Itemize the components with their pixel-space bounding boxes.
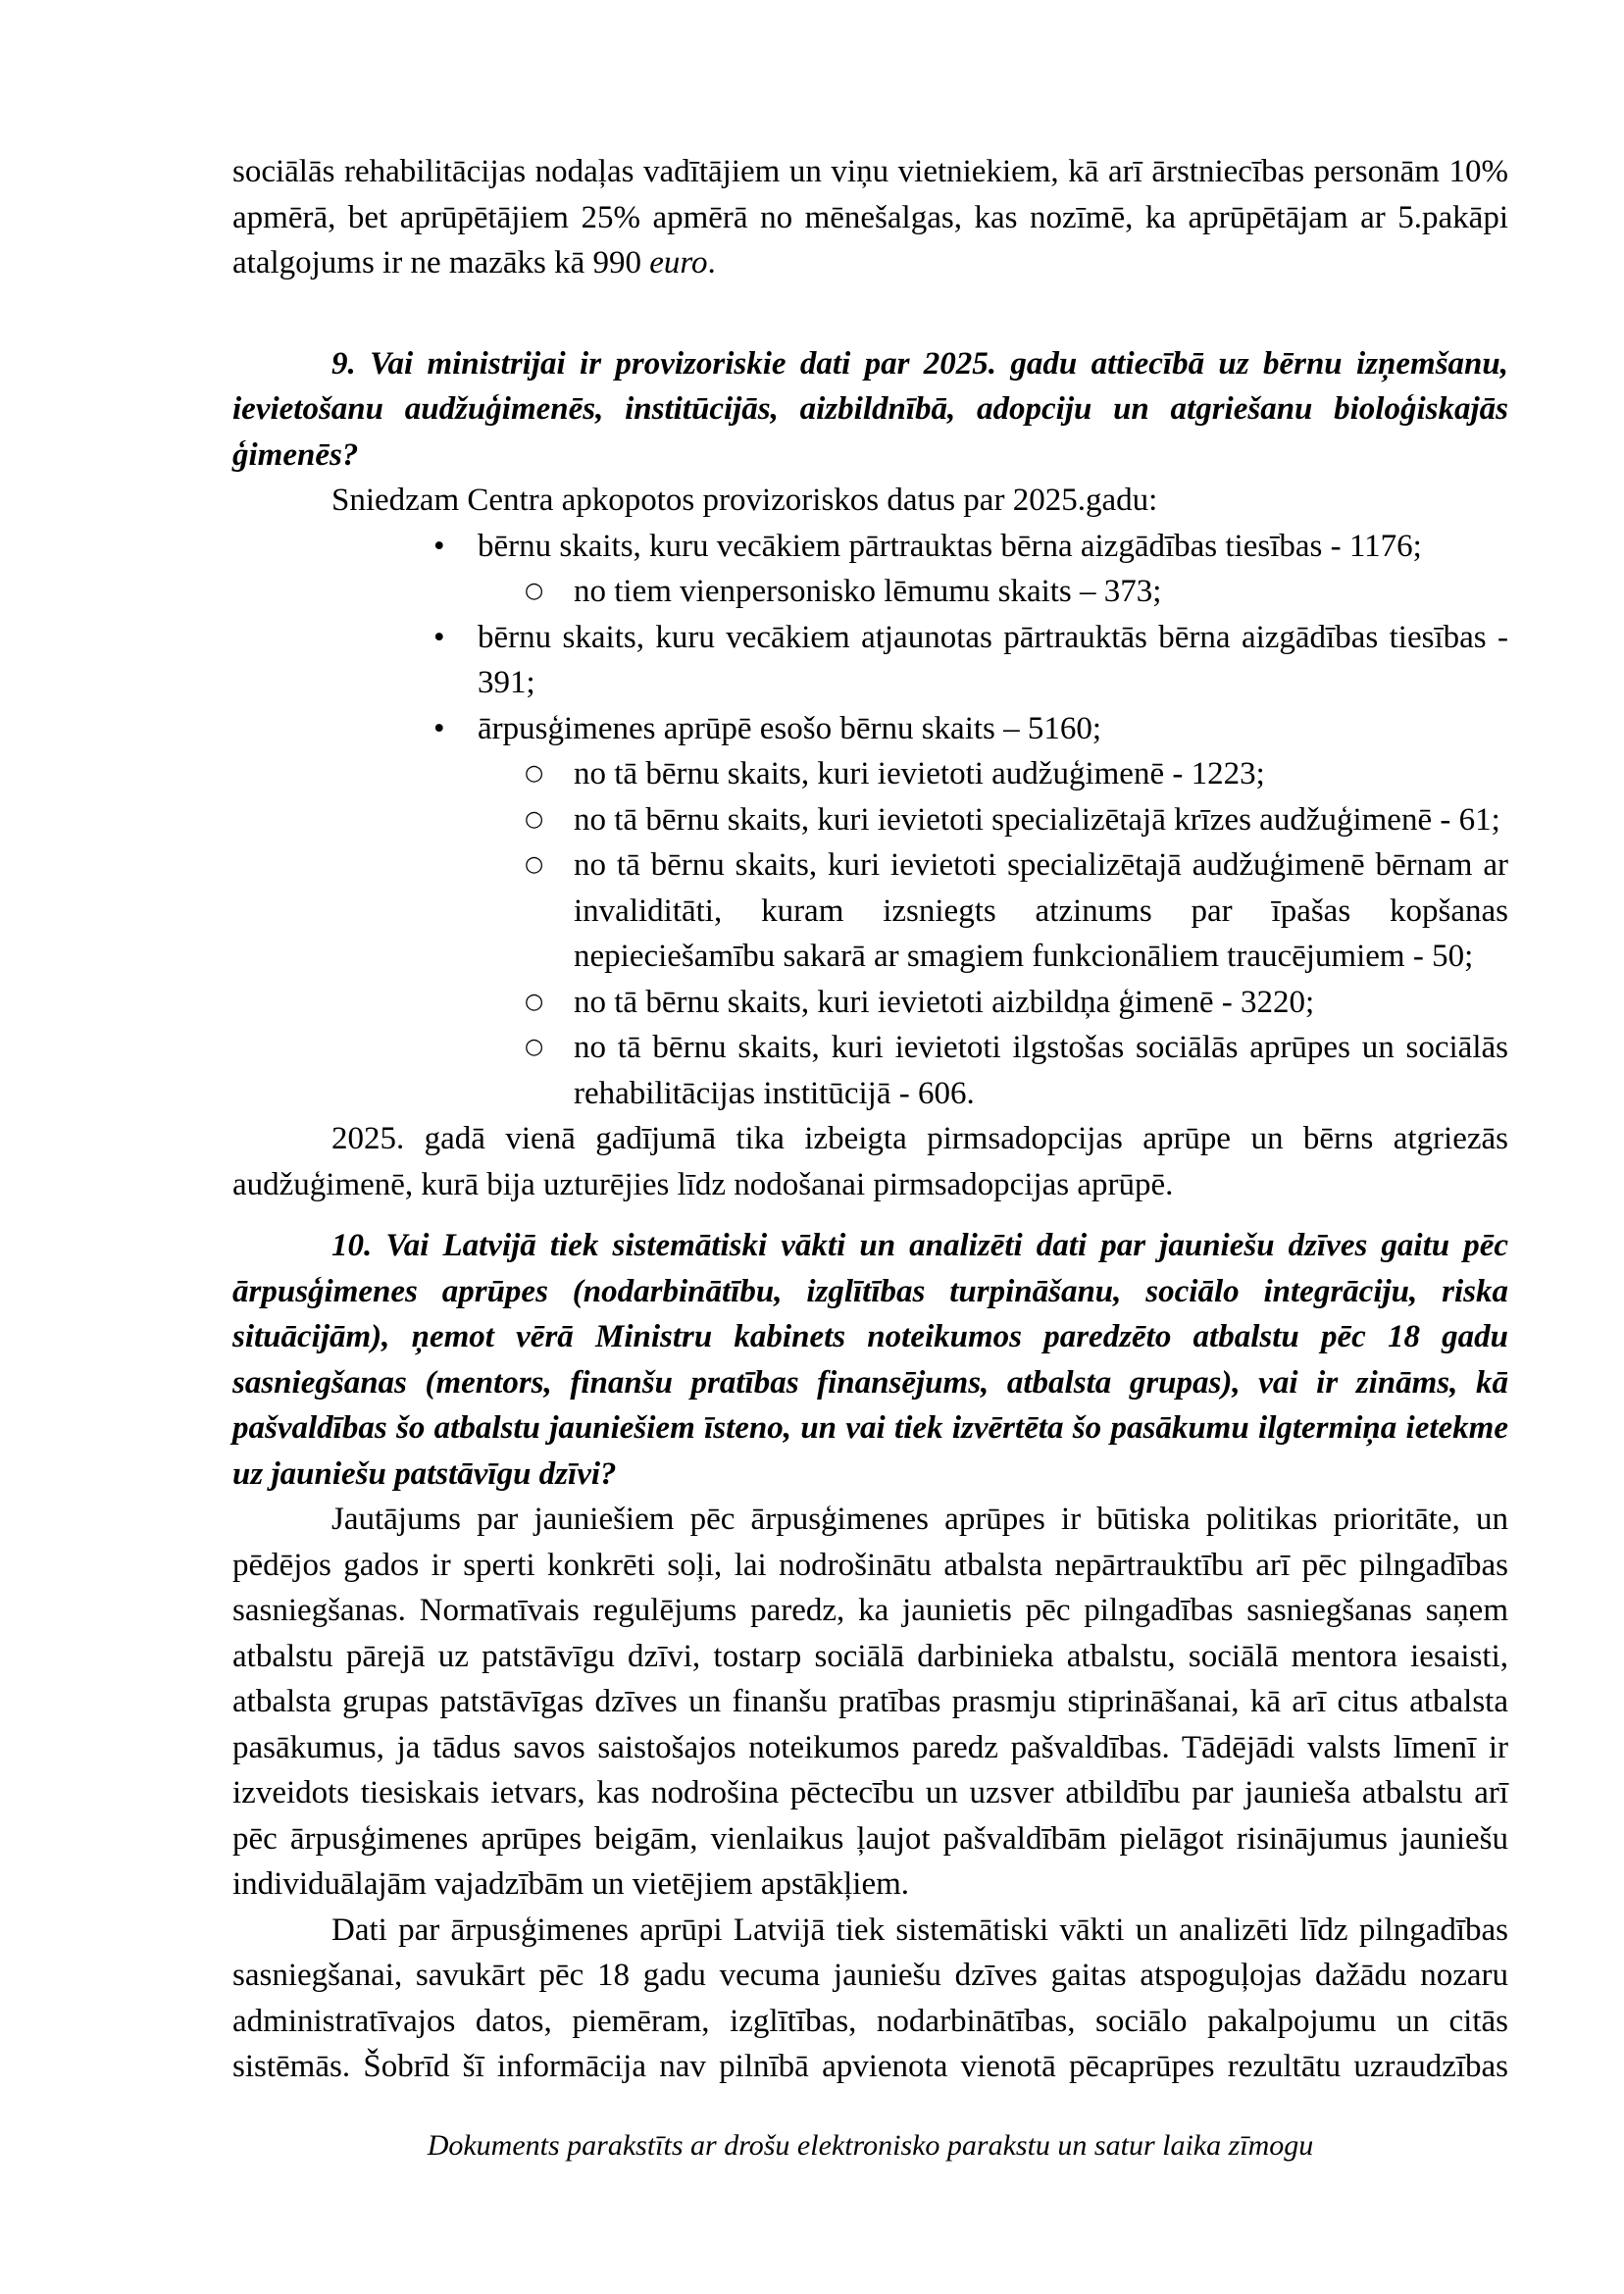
question-10-paragraph-2: Dati par ārpusģimenes aprūpi Latvijā tiek sistemātiski vākti un analizēti līdz pilngadības sasniegšanai, savukārt pēc 18 gadu vecuma jauniešu dzīves gaitas atspoguļojas dažādu nozaru administratīvajos datos, piemēram, izglītības, nodarbinātības, sociālo pakalpojumu un citās sistēmās. Šobrīd šī informācija nav pilnībā apvienota vienotā pēcaprūpes rezultātu uzraudzības [232, 1912, 1508, 2084]
bullet-icon: • [433, 619, 445, 655]
circle-icon: ○ [525, 806, 544, 832]
sub-bullet-item [232, 1025, 1508, 1116]
bullet-item [232, 524, 1508, 570]
question-9-heading: 9. Vai ministrijai ir provizoriskie dati par 2025. gadu attiecībā uz bērnu izņemšanu, ievietošanu audžuģimenēs, institūcijās, aizbildnībā, adopciju un atgriešanu bioloģiskajās ģimenēs? [232, 345, 1508, 473]
bullet-icon: • [433, 528, 445, 564]
sub-bullet-item [232, 797, 1508, 843]
signature-footer: Dokuments parakstīts ar drošu elektronisko parakstu un satur laika zīmogu [427, 2129, 1314, 2162]
bullet-icon: • [433, 710, 445, 746]
italic-term-euro: euro [649, 245, 708, 280]
circle-icon: ○ [525, 579, 544, 603]
circle-icon: ○ [525, 1035, 544, 1059]
sub-bullet-item [232, 842, 1508, 980]
question-9-list [232, 524, 1508, 1117]
circle-icon: ○ [525, 761, 544, 786]
continuation-text: sociālās rehabilitācijas nodaļas vadītājiem un viņu vietniekiem, kā arī ārstniecības personām 10% apmērā, bet aprūpētājiem 25% apmērā no mēnešalgas, kas nozīmē, ka aprūpētājam ar 5.pakāpi atalgojums ir ne mazāks kā 990 [232, 154, 1508, 280]
question-10-paragraph-1: Jautājums par jauniešiem pēc ārpusģimenes aprūpes ir būtiska politikas prioritāte, un pēdējos gados ir sperti konkrēti soļi, lai nodrošinātu atbalsta nepārtrauktību arī pēc pilngadības sasniegšanas. Normatīvais regulējums paredz, ka jaunietis pēc pilngadības sasniegšanas saņem atbalstu pārejā uz patstāvīgu dzīvi, tostarp sociālā darbinieka atbalstu, sociālā mentora iesaisti, atbalsta grupas patstāvīgas dzīves un finanšu pratības prasmju stiprināšanai, kā arī citus atbalsta pasākumus, ja tādus savos saistošajos noteikumos paredz pašvaldības. Tādējādi valsts līmenī ir izveidots tiesiskais ietvars, kas nodrošina pēctecību un uzsver atbildību par jaunieša atbalstu arī pēc ārpusģimenes aprūpes beigām, vienlaikus ļaujot pašvaldībām pielāgot risinājumus jauniešu individuālajām vajadzībām un vietējiem apstākļiem. [232, 1502, 1508, 1902]
sentence-period: . [707, 245, 716, 280]
bullet-item-text: ārpusģimenes aprūpē esošo bērnu skaits – 5160; [478, 710, 1102, 746]
bullet-item [232, 706, 1508, 752]
question-10-heading: 10. Vai Latvijā tiek sistemātiski vākti un analizēti dati par jauniešu dzīves gaitu pēc ārpusģimenes aprūpes (nodarbinātību, izglītības turpināšanu, sociālo integrāciju, riska situācijām), ņemot vērā Ministru kabinets noteikumos paredzēto atbalstu pēc 18 gadu sasniegšanas (mentors, finanšu pratības finansējums, atbalsta grupas), vai ir zināms, kā pašvaldības šo atbalstu jauniešiem īsteno, un vai tiek izvērtēta šo pasākumu ilgtermiņa ietekme uz jauniešu patstāvīgu dzīvi? [232, 1228, 1508, 1492]
continuation-paragraph [232, 149, 1508, 286]
sub-bullet-item-text: no tiem vienpersonisko lēmumu skaits – 373; [574, 574, 1162, 609]
circle-icon: ○ [525, 989, 544, 1014]
bullet-item-text: bērnu skaits, kuru vecākiem atjaunotas pārtrauktās bērna aizgādības tiesības - 391; [478, 619, 1508, 700]
sub-bullet-item [232, 751, 1508, 797]
sub-bullet-item-text: no tā bērnu skaits, kuri ievietoti specializētajā krīzes audžuģimenē - 61; [574, 801, 1500, 838]
sub-bullet-item [232, 569, 1508, 615]
sub-bullet-item-text: no tā bērnu skaits, kuri ievietoti audžuģimenē - 1223; [574, 756, 1265, 791]
sub-bullet-item-text: no tā bērnu skaits, kuri ievietoti aizbildņa ģimenē - 3220; [574, 984, 1315, 1020]
sub-bullet-item-text: no tā bērnu skaits, kuri ievietoti specializētajā audžuģimenē bērnam ar invaliditāti, kuram izsniegts atzinums par īpašas kopšanas nepieciešamību sakarā ar smagiem funkcionāliem traucējumiem - 50; [574, 847, 1508, 974]
bullet-item-text: bērnu skaits, kuru vecākiem pārtrauktas bērna aizgādības tiesības - 1176; [478, 528, 1422, 564]
circle-icon: ○ [525, 852, 544, 877]
sub-bullet-item [232, 980, 1508, 1026]
question-9-closing-paragraph: 2025. gadā vienā gadījumā tika izbeigta pirmsadopcijas aprūpe un bērns atgriezās audžuģimenē, kurā bija uzturējies līdz nodošanai pirmsadopcijas aprūpē. [232, 1121, 1508, 1202]
bullet-item [232, 615, 1508, 706]
question-9-intro: Sniedzam Centra apkopotos provizoriskos datus par 2025.gadu: [331, 483, 1158, 518]
sub-bullet-item-text: no tā bērnu skaits, kuri ievietoti ilgstošas sociālās aprūpes un sociālās rehabilitācijas institūcijā - 606. [574, 1030, 1508, 1111]
